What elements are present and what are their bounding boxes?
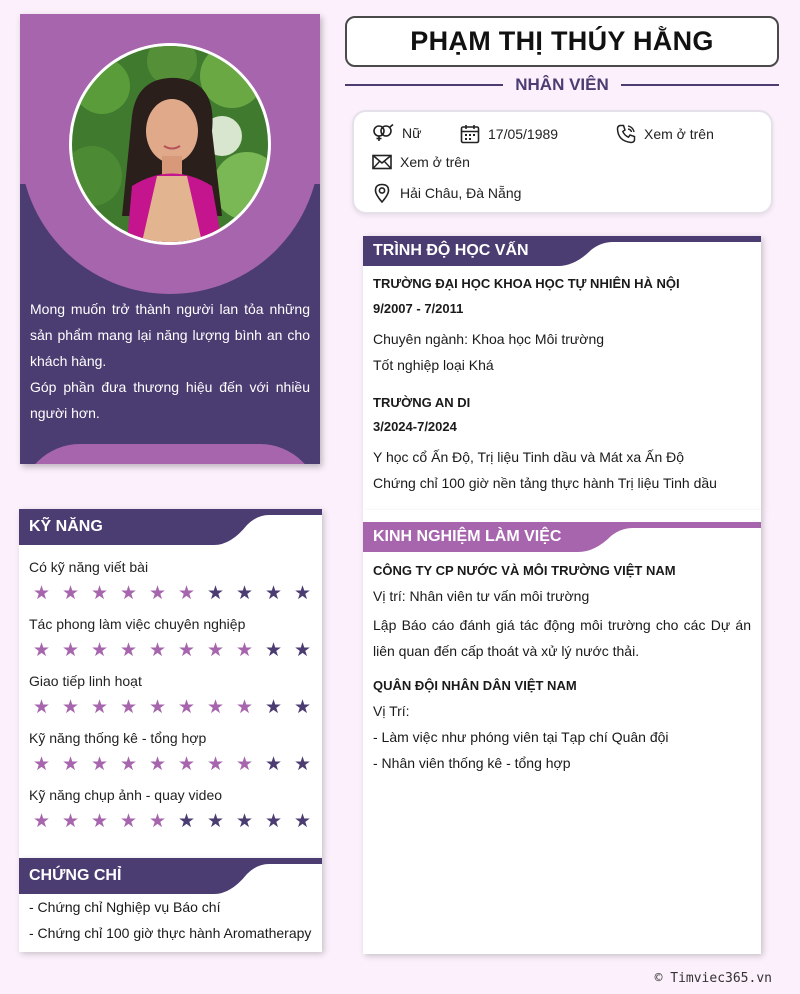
role-divider-right	[621, 84, 779, 86]
calendar-icon	[460, 124, 480, 144]
star-icon: ★	[32, 754, 51, 775]
skill-rating	[27, 584, 317, 604]
skill-name: Giao tiếp linh hoạt	[29, 673, 142, 689]
star-icon: ★	[235, 754, 254, 775]
contact-box	[352, 110, 773, 214]
education-section	[363, 236, 761, 511]
star-icon: ★	[235, 697, 254, 718]
study-period: 3/2024-7/2024	[373, 419, 457, 434]
star-icon: ★	[32, 811, 51, 832]
education-detail: Chứng chỉ 100 giờ nền tảng thực hành Trị liệu Tinh dầu	[373, 475, 717, 491]
certificate-item: - Chứng chỉ Nghiệp vụ Báo chí	[29, 899, 221, 915]
star-icon: ★	[235, 583, 254, 604]
star-icon: ★	[119, 697, 138, 718]
star-icon: ★	[264, 583, 283, 604]
objective-text-2: Góp phần đưa thương hiệu đến với nhiều người hơn.	[30, 379, 310, 421]
star-icon: ★	[61, 697, 80, 718]
profile-footer-bg	[20, 444, 320, 464]
job-role: NHÂN VIÊN	[515, 75, 609, 94]
contact-dob	[460, 124, 558, 144]
job-position: Vị Trí:	[373, 703, 410, 719]
star-icon: ★	[90, 811, 109, 832]
star-icon: ★	[293, 583, 312, 604]
star-icon: ★	[32, 640, 51, 661]
star-icon: ★	[235, 811, 254, 832]
company-name: CÔNG TY CP NƯỚC VÀ MÔI TRƯỜNG VIỆT NAM	[373, 563, 676, 578]
skill-rating	[27, 755, 317, 775]
avatar-photo	[72, 46, 268, 242]
star-icon: ★	[90, 583, 109, 604]
star-icon: ★	[61, 754, 80, 775]
star-icon: ★	[206, 697, 225, 718]
contact-gender	[372, 124, 421, 142]
gender-icon	[372, 124, 394, 142]
star-icon: ★	[177, 697, 196, 718]
envelope-icon	[372, 154, 392, 170]
star-icon: ★	[235, 640, 254, 661]
star-icon: ★	[293, 697, 312, 718]
star-icon: ★	[293, 754, 312, 775]
skill-name: Có kỹ năng viết bài	[29, 559, 149, 575]
job-description: - Nhân viên thống kê - tổng hợp	[373, 755, 571, 771]
star-icon: ★	[148, 697, 167, 718]
job-position: Vị trí: Nhân viên tư vấn môi trường	[373, 588, 590, 604]
avatar	[69, 43, 271, 245]
experience-title: KINH NGHIỆM LÀM VIỆC	[373, 528, 562, 545]
star-icon: ★	[206, 811, 225, 832]
star-icon: ★	[61, 811, 80, 832]
experience-section	[363, 511, 761, 954]
certificates-section	[19, 858, 322, 952]
star-icon: ★	[32, 583, 51, 604]
certificate-item: - Chứng chỉ 100 giờ thực hành Aromatherapy	[29, 925, 312, 941]
contact-phone	[616, 124, 714, 144]
education-detail: Y học cổ Ấn Độ, Trị liệu Tinh dầu và Mát xa Ấn Độ	[373, 449, 685, 465]
education-item	[373, 276, 751, 291]
star-icon: ★	[293, 811, 312, 832]
star-icon: ★	[119, 754, 138, 775]
role-line	[345, 72, 779, 98]
profile-card	[20, 14, 320, 464]
star-icon: ★	[148, 583, 167, 604]
certificates-title: CHỨNG CHỈ	[29, 867, 122, 884]
skill-name: Tác phong làm việc chuyên nghiệp	[29, 616, 246, 632]
star-icon: ★	[61, 640, 80, 661]
star-icon: ★	[264, 754, 283, 775]
full-name: PHẠM THỊ THÚY HẰNG	[410, 26, 714, 56]
star-icon: ★	[61, 583, 80, 604]
school-name: TRƯỜNG ĐẠI HỌC KHOA HỌC TỰ NHIÊN HÀ NỘI	[373, 276, 680, 291]
skill-name: Kỹ năng thống kê - tổng hợp	[29, 730, 207, 746]
star-icon: ★	[177, 583, 196, 604]
star-icon: ★	[148, 811, 167, 832]
company-name: QUÂN ĐỘI NHÂN DÂN VIỆT NAM	[373, 678, 577, 693]
star-icon: ★	[148, 754, 167, 775]
star-icon: ★	[90, 754, 109, 775]
certificates-header	[19, 858, 322, 888]
phone-value: Xem ở trên	[644, 126, 714, 142]
star-icon: ★	[264, 811, 283, 832]
skill-name: Kỹ năng chụp ảnh - quay video	[29, 787, 223, 803]
star-icon: ★	[148, 640, 167, 661]
star-icon: ★	[264, 697, 283, 718]
career-objective	[30, 296, 310, 426]
star-icon: ★	[177, 811, 196, 832]
star-icon: ★	[119, 583, 138, 604]
star-icon: ★	[177, 754, 196, 775]
contact-address	[372, 183, 521, 203]
contact-email	[372, 154, 470, 170]
email-value: Xem ở trên	[400, 154, 470, 170]
education-detail: Chuyên ngành: Khoa học Môi trường	[373, 331, 605, 347]
star-icon: ★	[206, 640, 225, 661]
star-icon: ★	[206, 754, 225, 775]
skills-section	[19, 509, 322, 858]
objective-text: Mong muốn trở thành người lan tỏa những sản phẩm mang lại năng lượng bình an cho khách hàng.	[30, 301, 310, 369]
education-header	[363, 236, 761, 266]
study-period: 9/2007 - 7/2011	[373, 301, 464, 316]
job-description: - Làm việc như phóng viên tại Tạp chí Quân đội	[373, 729, 669, 745]
location-pin-icon	[372, 183, 392, 203]
star-icon: ★	[90, 697, 109, 718]
star-icon: ★	[119, 811, 138, 832]
star-icon: ★	[206, 583, 225, 604]
experience-header	[363, 522, 761, 552]
footer-credit: © Timviec365.vn	[654, 971, 772, 986]
phone-icon	[616, 124, 636, 144]
school-name: TRƯỜNG AN DI	[373, 395, 471, 410]
name-box	[345, 16, 779, 67]
dob-value: 17/05/1989	[488, 126, 559, 142]
skills-header	[19, 509, 322, 539]
education-detail: Tốt nghiệp loại Khá	[373, 357, 494, 373]
skill-rating	[27, 641, 317, 661]
star-icon: ★	[177, 640, 196, 661]
job-description: Lập Báo cáo đánh giá tác động môi trường cho các Dự án liên quan đến cấp thoát và xử lý nước thải.	[373, 617, 751, 659]
skill-rating	[27, 812, 317, 832]
star-icon: ★	[119, 640, 138, 661]
address-value: Hải Châu, Đà Nẵng	[400, 185, 522, 201]
star-icon: ★	[264, 640, 283, 661]
skills-title: KỸ NĂNG	[29, 518, 103, 535]
star-icon: ★	[32, 697, 51, 718]
education-title: TRÌNH ĐỘ HỌC VẤN	[373, 242, 529, 259]
gender-value: Nữ	[402, 125, 422, 141]
star-icon: ★	[90, 640, 109, 661]
skill-rating	[27, 698, 317, 718]
star-icon: ★	[293, 640, 312, 661]
